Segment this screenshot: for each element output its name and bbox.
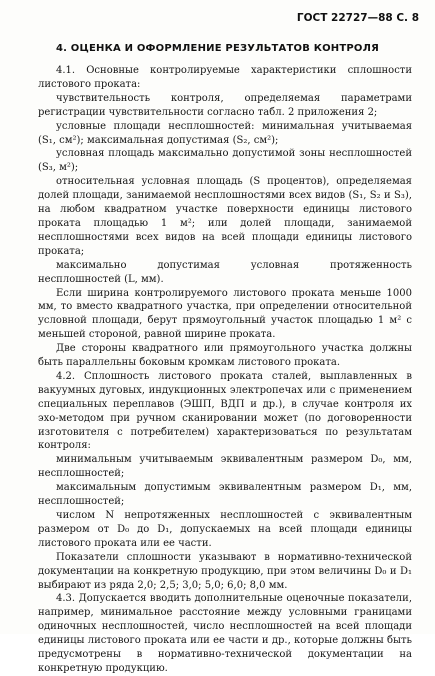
paragraph: Показатели сплошности указывают в нормативно-технической документации на конкретную продукцию, при этом величины D₀ и D₁ выбирают из ряда 2,0; 2,5; 3,0; 5,0; 6,0; 8,0 мм. <box>38 551 412 591</box>
paragraph: 4.2. Сплошность листового проката сталей, выплавленных в вакуумных дуговых, индукционных электропечах или с применением специальных переплавов (ЭШП, ВДП и др.), в случае контроля их эхо-методом при ручном сканировании может (по договоренности изготовителя с потребителем) характеризоваться по результатам контроля: <box>38 370 412 452</box>
paragraph: 4.1. Основные контролируемые характеристики сплошности листового проката: <box>38 65 412 90</box>
paragraph: относительная условная площадь (S процентов), определяемая долей площади, занимаемой несплошностями всех видов (S₁, S₂ и S₃), на любом квадратном участке поверхности единицы листового проката площадью 1 м²; или долей площади, занимаемой несплошностями всех видов на всей площади единицы листового проката; <box>38 176 412 257</box>
paragraph: минимальным учитываемым эквивалентным размером D₀, мм, несплошностей; <box>38 454 412 480</box>
paragraph: максимально допустимая условная протяженность несплошностей (L, мм). <box>38 259 412 285</box>
paragraph: числом N непротяженных несплошностей с эквивалентным размером от D₀ до D₁, допускаемых на всей площади единицы листового проката или ее части. <box>38 510 412 549</box>
page-header: ГОСТ 22727—88 С. 8 <box>296 12 419 24</box>
paragraph: чувствительность контроля, определяемая параметрами регистрации чувствительности согласно табл. 2 приложения 2; <box>38 92 412 118</box>
paragraph: условные площади несплошностей: минимальная учитываемая (S₁, см²); максимальная допустимая (S₂, см²); <box>38 120 412 146</box>
paragraph: условная площадь максимально допустимой зоны несплошностей (S₃, м²); <box>38 148 412 174</box>
paragraph: Если ширина контролируемого листового проката меньше 1000 мм, то вместо квадратного участка, при определении относительной условной площади, берут прямоугольный участок площадью 1 м² с меньшей стороной, равной ширине проката. <box>38 287 412 341</box>
paragraph: 4.3. Допускается вводить дополнительные оценочные показатели, например, минимальное расстояние между условными границами одиночных несплошностей, число несплошностей на всей площади единицы листового проката или ее части и др., которые должны быть предусмотрены в нормативно-технической документации на конкретную продукцию. <box>38 593 412 674</box>
paragraph: максимальным допустимым эквивалентным размером D₁, мм, несплошностей; <box>38 482 412 508</box>
section-title: 4. ОЦЕНКА И ОФОРМЛЕНИЕ РЕЗУЛЬТАТОВ КОНТРОЛЯ <box>55 43 380 54</box>
document-body <box>38 64 412 676</box>
paragraph: Две стороны квадратного или прямоугольного участка должны быть параллельны боковым кромкам листового проката. <box>38 343 412 369</box>
